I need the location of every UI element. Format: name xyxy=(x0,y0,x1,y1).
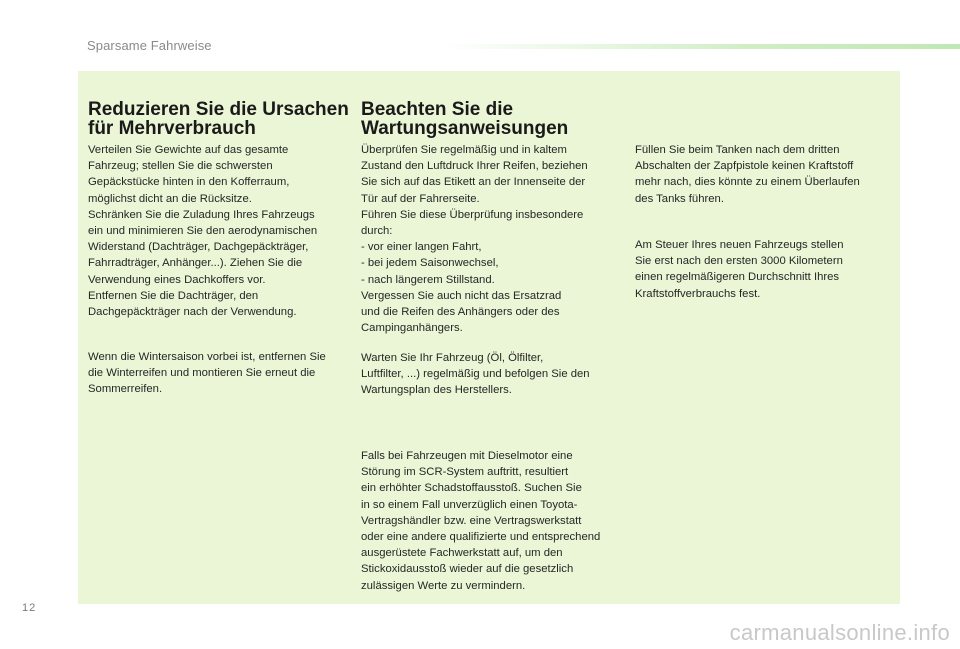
paragraph-scr-system: Falls bei Fahrzeugen mit Dieselmotor eine Störung im SCR-System auftritt, resultiert ein erhöhter Schadstoffausstoß. Suchen Sie in so einem Fall unverzüglich einen Toyota- Vertragshändler bzw. eine Vertragswerkstatt oder eine andere qualifizierte und entsprechend ausgerüstete Fachwerkstatt auf, um den Stickoxidausstoß wieder auf die gesetzlich zulässigen Werte zu vermindern. xyxy=(361,450,601,592)
heading-maintenance xyxy=(361,100,568,138)
heading-line-2: Wartungsanweisungen xyxy=(361,118,569,139)
watermark: carmanualsonline.info xyxy=(729,620,950,645)
paragraph-winter-tyres: Wenn die Wintersaison vorbei ist, entfernen Sie die Winterreifen und montieren Sie erneut die Sommerreifen. xyxy=(88,351,326,396)
paragraph-service-plan: Warten Sie Ihr Fahrzeug (Öl, Ölfilter, Luftfilter, ...) regelmäßig und befolgen Sie den Wartungsplan des Herstellers. xyxy=(361,352,590,397)
paragraph-weight-distribution: Verteilen Sie Gewichte auf das gesamte Fahrzeug; stellen Sie die schwersten Gepäckstücke hinten in den Kofferraum, möglichst dicht an die Rücksitze. Schränken Sie die Zuladung Ihres Fahrzeugs ein und minimieren Sie den aerodynamischen Widerstand (Dachträger, Dachgepäckträger, Fahrradträger, Anhänger...). Ziehen Sie die Verwendung eines Dachkoffers vor. Entfernen Sie die Dachträger, den Dachgepäckträger nach der Verwendung. xyxy=(88,144,318,319)
paragraph-run-in: Am Steuer Ihres neuen Fahrzeugs stellen Sie erst nach den ersten 3000 Kilometern einen regelmäßigeren Durchschnitt Ihres Kraftstoffverbrauchs fest. xyxy=(635,239,844,300)
section-header-title: Sparsame Fahrweise xyxy=(87,38,212,53)
content-panel xyxy=(78,71,900,604)
heading-line-1: Reduzieren Sie die Ursachen xyxy=(88,99,349,120)
page-number: 12 xyxy=(22,602,37,614)
heading-line-2: für Mehrverbrauch xyxy=(88,118,256,139)
paragraph-tyre-pressure: Überprüfen Sie regelmäßig und in kaltem Zustand den Luftdruck Ihrer Reifen, beziehen Sie sich auf das Etikett an der Innenseite der Tür auf der Fahrerseite. Führen Sie diese Überprüfung insbesondere durch: - vor einer langen Fahrt, - bei jedem Saisonwechsel, - nach längerem Stillstand. Vergessen Sie auch nicht das Ersatzrad und die Reifen des Anhängers oder des Campinganhängers. xyxy=(361,144,588,335)
heading-line-1: Beachten Sie die xyxy=(361,99,514,120)
header-rule xyxy=(440,44,960,49)
heading-reduce-consumption xyxy=(88,100,349,138)
paragraph-refuelling: Füllen Sie beim Tanken nach dem dritten Abschalten der Zapfpistole keinen Kraftstoff mehr nach, dies könnte zu einem Überlaufen des Tanks führen. xyxy=(635,144,860,205)
